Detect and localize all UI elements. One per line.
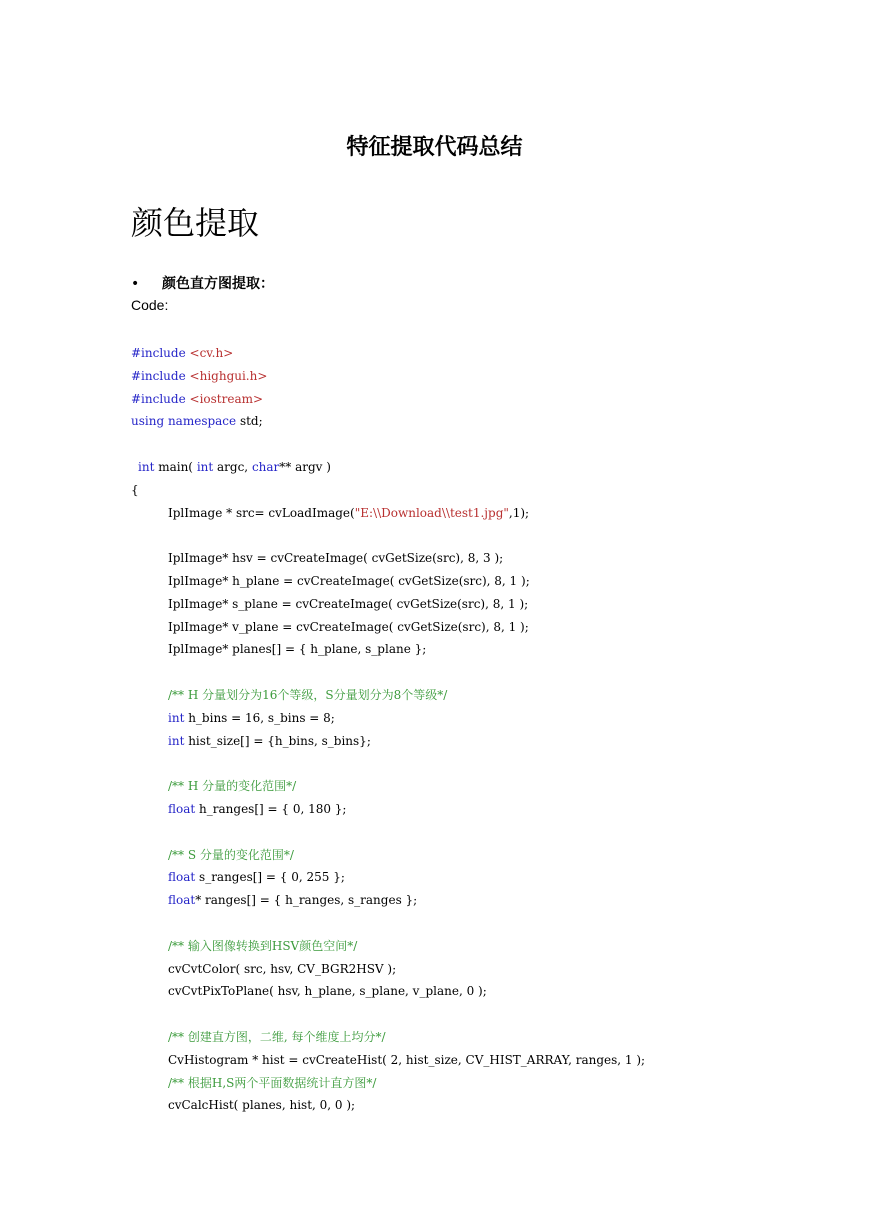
code-line: IplImage* planes[] = { h_plane, s_plane }; (168, 642, 427, 657)
code-comment: /** H 分量划分为16个等级，S分量划分为8个等级*/ (168, 687, 448, 702)
code-text: ,1); (508, 505, 530, 520)
code-comment: /** S 分量的变化范围*/ (168, 847, 294, 862)
code-string: <cv.h> (189, 346, 234, 360)
code-blank-line (131, 524, 645, 547)
code-string: <highgui.h> (189, 368, 268, 383)
code-text: std; (236, 414, 263, 429)
code-line: IplImage* h_plane = cvCreateImage( cvGetSize(src), 8, 1 ); (168, 573, 530, 588)
code-blank-line (131, 752, 645, 775)
code-label: Code: (131, 297, 169, 313)
code-keyword: using namespace (131, 414, 237, 429)
code-line (131, 410, 645, 433)
code-line (131, 388, 645, 411)
document-title: 特征提取代码总结 (346, 135, 523, 160)
code-comment: /** H 分量的变化范围*/ (168, 779, 297, 794)
code-comment: /** 输入图像转换到HSV颜色空间*/ (168, 938, 358, 953)
code-blank-line (131, 433, 645, 456)
code-line: CvHistogram * hist = cvCreateHist( 2, hist_size, CV_HIST_ARRAY, ranges, 1 ); (168, 1052, 646, 1067)
code-line: cvCalcHist( planes, hist, 0, 0 ); (168, 1098, 356, 1113)
code-line: IplImage* hsv = cvCreateImage( cvGetSize(src), 8, 3 ); (168, 551, 504, 566)
code-string: <iostream> (189, 391, 264, 406)
section-heading: 颜色提取 (131, 204, 260, 242)
code-keyword: #include (131, 346, 186, 360)
code-string: "E:\\Download\\test1.jpg" (354, 505, 509, 520)
bullet-text: 颜色直方图提取： (162, 276, 274, 292)
code-line (131, 365, 645, 388)
code-text: IplImage * src= cvLoadImage( (168, 505, 355, 520)
code-comment: /** 根据H,S两个平面数据统计直方图*/ (168, 1075, 377, 1090)
code-text: s_ranges[] = { 0, 255 }; (195, 870, 345, 885)
code-line: IplImage* s_plane = cvCreateImage( cvGetSize(src), 8, 1 ); (168, 596, 529, 611)
code-keyword: int (196, 459, 214, 474)
code-keyword: char (251, 459, 280, 474)
code-comment: /** 创建直方图，二维, 每个维度上均分*/ (168, 1029, 386, 1044)
code-line (131, 707, 645, 730)
code-blank-line (131, 821, 645, 844)
code-block (131, 342, 645, 1117)
code-blank-line (131, 661, 645, 684)
code-line: cvCvtColor( src, hsv, CV_BGR2HSV ); (168, 961, 397, 976)
code-line (131, 502, 645, 525)
code-keyword: #include (131, 391, 186, 406)
code-line: IplImage* v_plane = cvCreateImage( cvGetSize(src), 8, 1 ); (168, 619, 529, 634)
code-blank-line (131, 1003, 645, 1026)
code-text: hist_size[] = {h_bins, s_bins}; (184, 733, 371, 748)
code-keyword: int (168, 733, 185, 748)
code-keyword: int (138, 459, 155, 474)
code-text: ** argv ) (279, 459, 331, 474)
code-line (131, 456, 645, 479)
code-line: cvCvtPixToPlane( hsv, h_plane, s_plane, v_plane, 0 ); (168, 984, 487, 999)
code-line (131, 342, 645, 365)
code-text: main( (154, 459, 197, 474)
code-keyword: int (168, 710, 185, 725)
code-line (131, 798, 645, 821)
bullet-symbol: • (131, 276, 140, 292)
code-line (131, 866, 645, 889)
code-line (131, 730, 645, 753)
code-keyword: float (168, 893, 196, 908)
code-text: * ranges[] = { h_ranges, s_ranges }; (195, 893, 418, 908)
code-blank-line (131, 912, 645, 935)
code-text: h_bins = 16, s_bins = 8; (184, 710, 335, 725)
code-line (131, 889, 645, 912)
code-text: argc, (213, 459, 252, 474)
code-line: { (131, 482, 139, 497)
code-text: h_ranges[] = { 0, 180 }; (195, 801, 347, 816)
code-keyword: #include (131, 368, 186, 383)
bullet-item (131, 273, 274, 293)
code-keyword: float (168, 870, 196, 885)
code-keyword: float (168, 801, 196, 816)
